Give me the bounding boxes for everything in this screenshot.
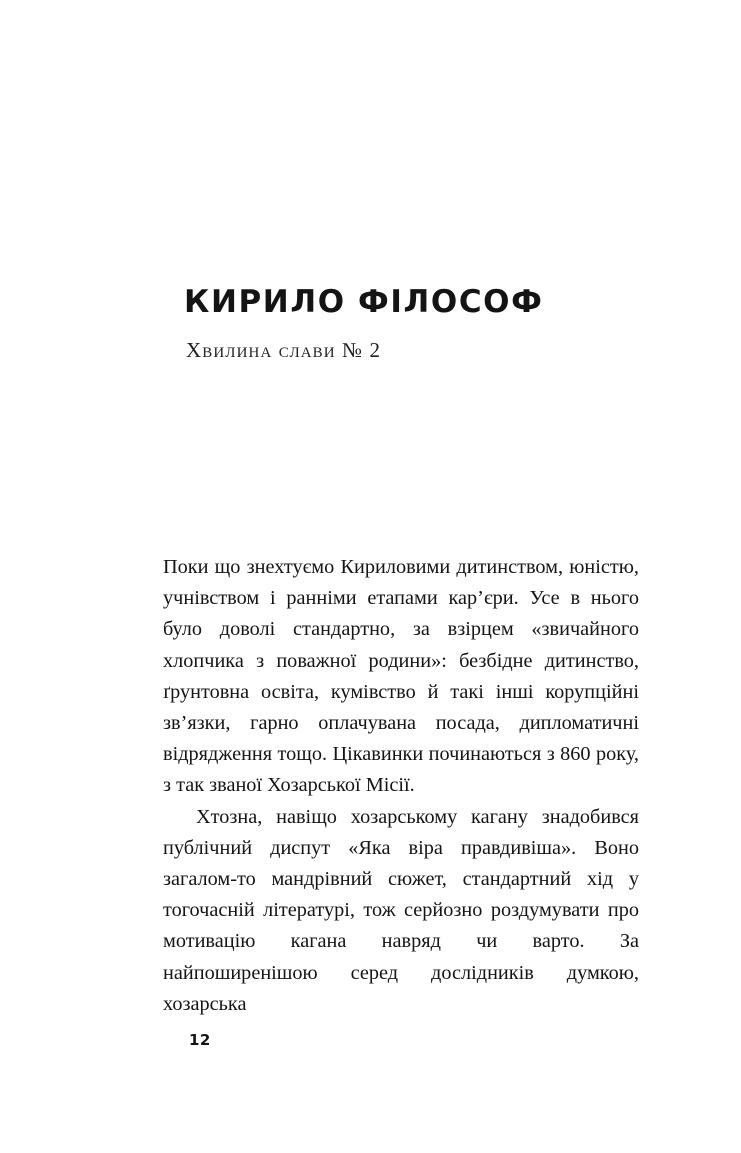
body-text-column [163, 552, 639, 1020]
chapter-subtitle: Хвилина слави № 2 [186, 337, 382, 362]
body-paragraph: Поки що знехтуємо Кириловими дитинством, юністю, учнівством і ранніми етапами кар’єри. Усе в нього було доволі стандартно, за взірцем «звичайного хлопчика з поважної родини»: безбідне дитинство, ґрунтовна освіта, кумівство й такі інші корупційні зв’язки, гарно оплачувана посада, дипломатичні відрядження тощо. Цікавинки починаються з 860 року, з так званої Хозарської Місії. [163, 556, 639, 797]
page-number: 12 [189, 1031, 211, 1049]
chapter-heading-block [184, 286, 644, 362]
page-title: КИРИЛО ФІЛОСОФ [184, 284, 544, 320]
body-paragraph: Хтозна, навіщо хозарському кагану знадобився публічний диспут «Яка віра правдивіша». Воно загалом-то мандрівний сюжет, стандартний хід у тогочасній літературі, тож серйозно роздумувати про мотивацію кагана навряд чи варто. За найпоширенішою серед дослідників думкою, хозарська [163, 805, 639, 1015]
